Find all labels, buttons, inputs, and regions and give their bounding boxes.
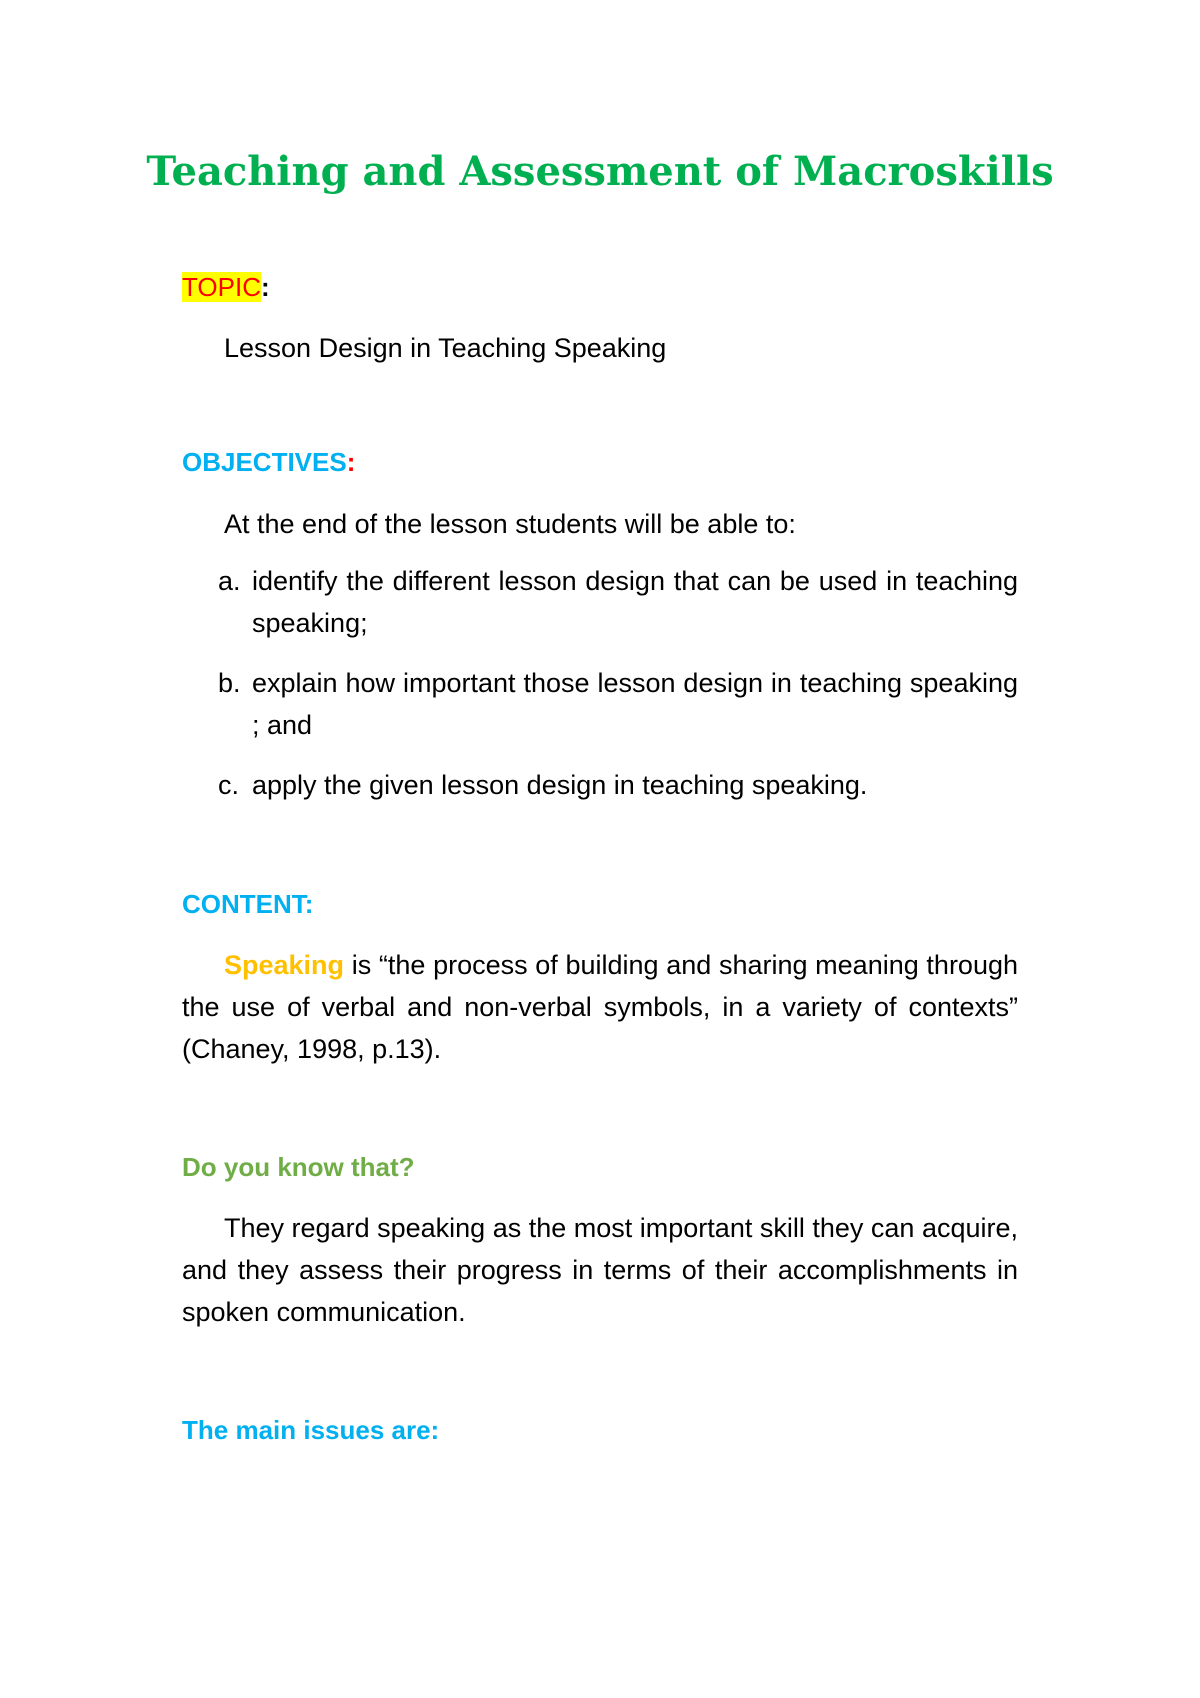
objective-letter: a. — [218, 566, 241, 596]
objective-text: apply the given lesson design in teaching speaking. — [252, 770, 868, 800]
speaking-term: Speaking — [224, 950, 345, 980]
objectives-colon: : — [346, 447, 356, 477]
objectives-list — [218, 560, 1018, 824]
topic-label: TOPIC — [182, 272, 261, 302]
content-heading: CONTENT: — [182, 889, 314, 919]
content-paragraph — [182, 944, 1018, 1070]
objective-item — [218, 662, 1018, 746]
topic-value: Lesson Design in Teaching Speaking — [224, 333, 667, 363]
objective-letter: b. — [218, 668, 241, 698]
objective-text: identify the different lesson design that can be used in teaching speaking; — [252, 566, 1018, 638]
did-you-know-paragraph: They regard speaking as the most important skill they can acquire, and they assess their progress in terms of their accomplishments in spoken communication. — [182, 1213, 1018, 1327]
objectives-heading — [182, 447, 355, 478]
topic-colon: : — [260, 272, 270, 302]
main-issues-heading: The main issues are: — [182, 1415, 440, 1445]
document-title: Teaching and Assessment of Macroskills — [146, 148, 1054, 195]
did-you-know-heading: Do you know that? — [182, 1152, 415, 1182]
objective-letter: c. — [218, 770, 240, 800]
speaking-definition: is “the process of building and sharing meaning through the use of verbal and non-verbal symbols, in a variety of contexts” (Chaney, 1998, p.13). — [182, 950, 1018, 1064]
objective-item — [218, 560, 1018, 644]
objectives-label: OBJECTIVES — [182, 447, 347, 477]
objective-text: explain how important those lesson design in teaching speaking ; and — [252, 668, 1018, 740]
objective-item — [218, 764, 1018, 806]
objectives-intro: At the end of the lesson students will be able to: — [224, 509, 796, 539]
topic-heading — [182, 272, 270, 303]
